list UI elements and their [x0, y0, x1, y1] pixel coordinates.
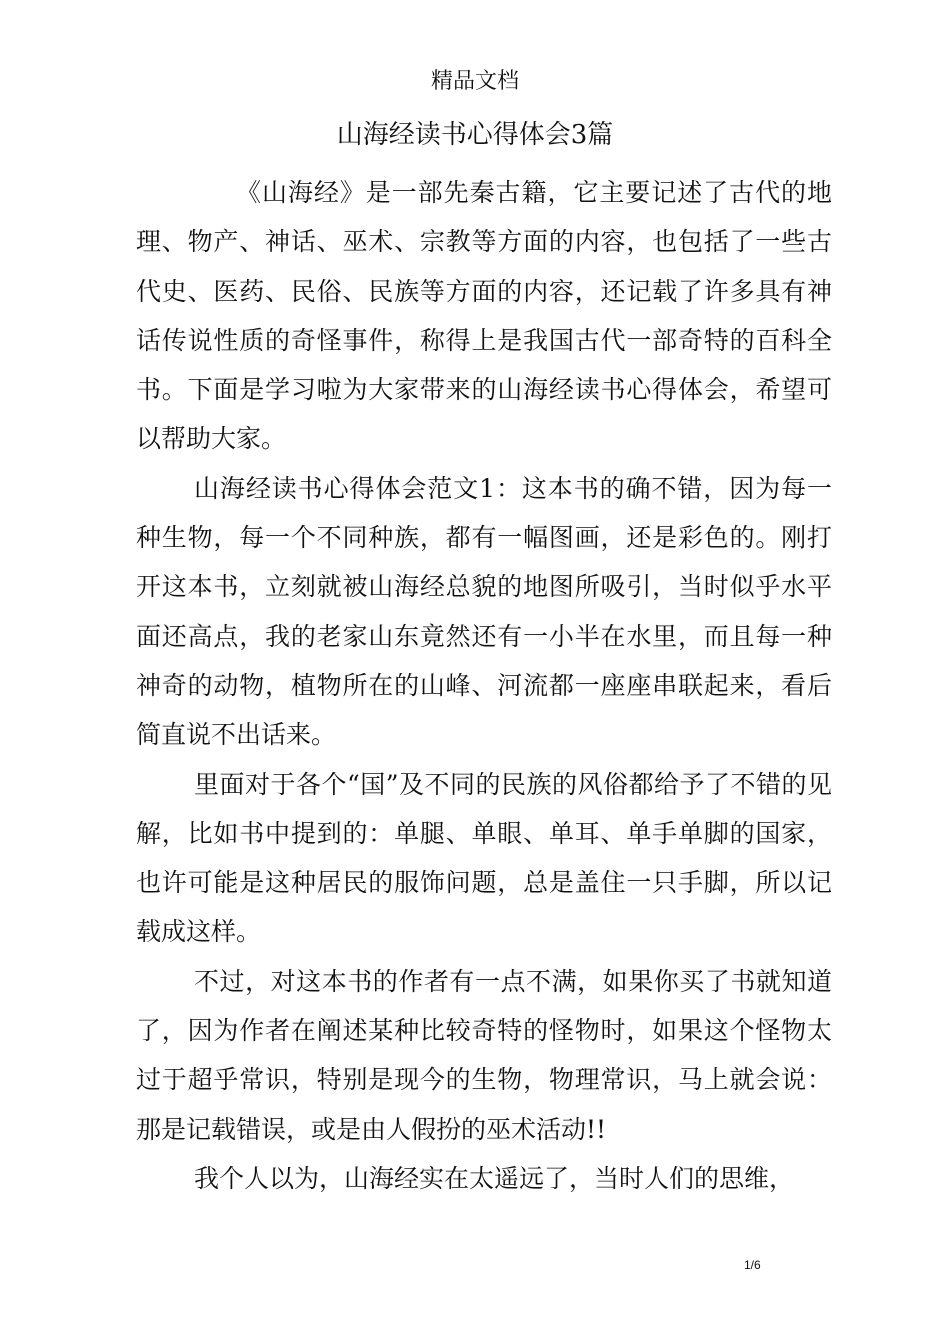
paragraph-essay-1: 山海经读书心得体会范文1：这本书的确不错，因为每一种生物，每一个不同种族，都有一幅图画，还是彩色的。刚打开这本书，立刻就被山海经总貌的地图所吸引，当时似乎水平面还高点，我的老家山东竟然还有一小半在水里，而且每一种神奇的动物，植物所在的山峰、河流都一座座串联起来，看后简直说不出话来。	[136, 473, 832, 750]
document-title: 山海经读书心得体会3篇	[336, 120, 614, 150]
paragraph-opinion: 我个人以为，山海经实在太遥远了，当时人们的思维，	[194, 1163, 795, 1193]
page-header: 精品文档	[430, 69, 519, 94]
page-number: 1/6	[744, 1258, 761, 1272]
paragraph-complaint: 不过，对这本书的作者有一点不满，如果你买了书就知道了，因为作者在阐述某种比较奇特的怪物时，如果这个怪物太过于超乎常识，特别是现今的生物，物理常识，马上就会说：那是记载错误，或是由人假扮的巫术活动!!	[136, 966, 832, 1144]
paragraph-intro: 《山海经》是一部先秦古籍，它主要记述了古代的地理、物产、神话、巫术、宗教等方面的内容，也包括了一些古代史、医药、民俗、民族等方面的内容，还记载了许多具有神话传说性质的奇怪事件，称得上是我国古代一部奇特的百科全书。下面是学习啦为大家带来的山海经读书心得体会，希望可以帮助大家。	[136, 178, 832, 454]
paragraph-customs: 里面对于各个“国”及不同的民族的风俗都给予了不错的见解，比如书中提到的：单腿、单眼、单耳、单手单脚的国家，也许可能是这种居民的服饰问题，总是盖住一只手脚，所以记载成这样。	[136, 769, 832, 947]
document-body	[136, 168, 832, 1203]
